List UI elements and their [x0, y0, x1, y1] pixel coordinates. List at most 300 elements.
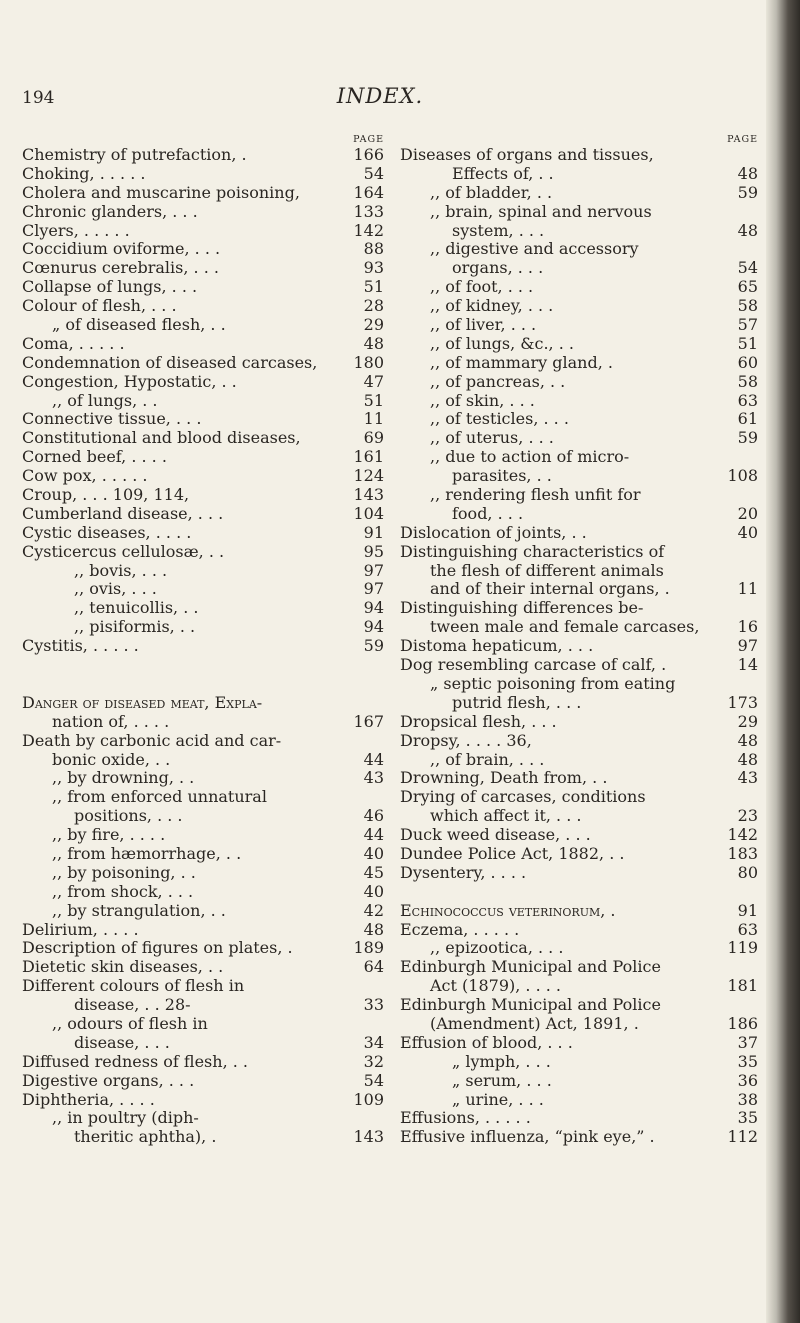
- index-entry: [22, 259, 384, 278]
- entry-page: 48: [363, 919, 384, 939]
- entry-text: ,, by poisoning, . .: [52, 862, 196, 882]
- entry-text: disease, . . 28-: [74, 995, 191, 1015]
- index-entry: [400, 429, 758, 448]
- page-column-label: PAGE: [353, 134, 384, 145]
- index-entry: [400, 1015, 758, 1034]
- entry-page: 186: [727, 1013, 758, 1033]
- index-entry: [400, 222, 758, 241]
- entry-page: 173: [727, 692, 758, 712]
- index-entry: [22, 297, 384, 316]
- index-entry: [400, 524, 758, 543]
- index-entry: [400, 694, 758, 713]
- index-entry: [400, 184, 758, 203]
- entry-text: Congestion, Hypostatic, . .: [22, 371, 237, 391]
- entry-text: Effusions, . . . . .: [400, 1108, 531, 1128]
- entry-page: 28: [363, 296, 384, 316]
- entry-text: Croup, . . . 109, 114,: [22, 485, 190, 505]
- entry-page: 46: [363, 806, 384, 826]
- entry-text: Death by carbonic acid and car-: [22, 730, 282, 750]
- index-entry: [22, 883, 384, 902]
- index-entry: [400, 732, 758, 751]
- entry-text: Coma, . . . . .: [22, 333, 125, 353]
- entry-page: 58: [737, 371, 758, 391]
- entry-page: 47: [363, 371, 384, 391]
- entry-text: disease, . . .: [74, 1032, 170, 1052]
- entry-text: Coccidium oviforme, . . .: [22, 239, 221, 259]
- index-entry: [22, 618, 384, 637]
- entry-text: ,, epizootica, . . .: [430, 938, 564, 958]
- entry-page: 11: [363, 409, 384, 429]
- entry-text: Edinburgh Municipal and Police: [400, 957, 661, 977]
- index-entry: [22, 864, 384, 883]
- entry-page: 143: [353, 1127, 384, 1147]
- entry-text: food, . . .: [452, 503, 524, 523]
- entry-page: 36: [737, 1070, 758, 1090]
- entry-text: Eczema, . . . . .: [400, 919, 520, 939]
- entry-text: Corned beef, . . . .: [22, 447, 167, 467]
- entry-page: 58: [737, 296, 758, 316]
- index-entry: [22, 769, 384, 788]
- index-entry: [22, 146, 384, 165]
- entry-page: 180: [353, 352, 384, 372]
- index-entry: [400, 203, 758, 222]
- entry-page: 43: [363, 768, 384, 788]
- page-column-label: PAGE: [727, 134, 758, 145]
- entry-text: ,, from hæmorrhage, . .: [52, 843, 242, 863]
- entry-page: 69: [363, 428, 384, 448]
- entry-page: 94: [363, 598, 384, 618]
- entry-page: 59: [737, 428, 758, 448]
- index-entry: [22, 807, 384, 826]
- entry-text: Act (1879), . . . .: [430, 976, 562, 996]
- entry-text: ,, rendering flesh unfit for: [430, 485, 641, 505]
- running-title: INDEX.: [336, 84, 424, 108]
- index-entry: [22, 637, 384, 656]
- index-entry: [22, 694, 384, 713]
- entry-text: ,, of bladder, . .: [430, 182, 553, 202]
- entry-text: Digestive organs, . . .: [22, 1070, 195, 1090]
- entry-text: positions, . . .: [74, 806, 183, 826]
- entry-text: Chemistry of putrefaction, .: [22, 145, 247, 164]
- index-entry: [22, 240, 384, 259]
- index-entry: [22, 902, 384, 921]
- entry-text: Diffused redness of flesh, . .: [22, 1051, 248, 1071]
- entry-text: „ serum, . . .: [452, 1070, 552, 1090]
- index-entry: [400, 373, 758, 392]
- entry-text: ,, pisiformis, . .: [74, 617, 196, 637]
- entry-text: ,, of lungs, &c., . .: [430, 333, 574, 353]
- entry-page: 59: [363, 636, 384, 656]
- index-entry: [400, 448, 758, 467]
- entry-text: Dundee Police Act, 1882, . .: [400, 843, 625, 863]
- page-binding-edge: [766, 0, 800, 1323]
- entry-page: 54: [363, 163, 384, 183]
- entry-page: 164: [353, 182, 384, 202]
- entry-page: 51: [363, 277, 384, 297]
- entry-page: 64: [363, 957, 384, 977]
- entry-text: Edinburgh Municipal and Police: [400, 995, 661, 1015]
- entry-page: 42: [363, 900, 384, 920]
- entry-text: ,, digestive and accessory: [430, 239, 639, 259]
- index-entry: [22, 580, 384, 599]
- index-entry: [22, 1015, 384, 1034]
- entry-text: ,, of pancreas, . .: [430, 371, 566, 391]
- entry-page: 54: [737, 258, 758, 278]
- index-entry: [400, 410, 758, 429]
- entry-text: Dropsy, . . . . 36,: [400, 730, 532, 750]
- index-entry: [400, 845, 758, 864]
- index-entry: [400, 335, 758, 354]
- index-entry: [400, 259, 758, 278]
- entry-page: 95: [363, 541, 384, 561]
- index-entry: [400, 1072, 758, 1091]
- index-entry: [22, 524, 384, 543]
- entry-text: Colour of flesh, . . .: [22, 296, 177, 316]
- entry-page: 40: [363, 881, 384, 901]
- index-entry: [22, 505, 384, 524]
- index-entry: [22, 278, 384, 297]
- index-entry: [22, 1053, 384, 1072]
- spacer: [400, 883, 758, 902]
- index-entry: [22, 713, 384, 732]
- entry-page: 59: [737, 182, 758, 202]
- entry-page: 23: [737, 806, 758, 826]
- index-entry: [22, 845, 384, 864]
- index-entry: [400, 1128, 758, 1147]
- index-entry: [400, 146, 758, 165]
- entry-text: Cœnurus cerebralis, . . .: [22, 258, 219, 278]
- entry-page: 124: [353, 466, 384, 486]
- index-entry: [400, 354, 758, 373]
- entry-page: 35: [737, 1108, 758, 1128]
- entry-text: ,, of lungs, . .: [52, 390, 158, 410]
- index-entry: [400, 807, 758, 826]
- entry-text: ,, due to action of micro-: [430, 447, 630, 467]
- entry-text: Dog resembling carcase of calf, .: [400, 655, 667, 675]
- index-entry: [22, 222, 384, 241]
- entry-page: 112: [727, 1127, 758, 1147]
- entry-text: ,, of mammary gland, .: [430, 352, 613, 372]
- entry-text: ,, in poultry (diph-: [52, 1108, 199, 1128]
- index-entry: [400, 1091, 758, 1110]
- entry-text: Effusion of blood, . . .: [400, 1032, 573, 1052]
- index-entry: [400, 921, 758, 940]
- index-entry: [22, 958, 384, 977]
- entry-page: 167: [353, 711, 384, 731]
- entry-text: theritic aphtha), .: [74, 1127, 217, 1147]
- spacer: [22, 656, 384, 675]
- entry-page: 29: [737, 711, 758, 731]
- entry-page: 142: [727, 825, 758, 845]
- entry-page: 166: [353, 145, 384, 164]
- entry-text: Drying of carcases, conditions: [400, 787, 646, 807]
- index-entry: [400, 165, 758, 184]
- entry-text: the flesh of different animals: [430, 560, 664, 580]
- index-entry: [22, 335, 384, 354]
- index-entry: [22, 751, 384, 770]
- entry-text: and of their internal organs, .: [430, 579, 670, 599]
- entry-text: „ of diseased flesh, . .: [52, 315, 226, 335]
- entry-page: 93: [363, 258, 384, 278]
- entry-text: which affect it, . . .: [430, 806, 582, 826]
- entry-page: 48: [737, 220, 758, 240]
- entry-text: „ lymph, . . .: [452, 1051, 551, 1071]
- entry-text: Different colours of flesh in: [22, 976, 245, 996]
- entry-text: Echinococcus veterinorum, .: [400, 900, 616, 920]
- entry-text: Effusive influenza, “pink eye,” .: [400, 1127, 655, 1147]
- index-column-right: [400, 133, 758, 1147]
- entry-text: ,, from enforced unnatural: [52, 787, 267, 807]
- entry-text: organs, . . .: [452, 258, 544, 278]
- entry-page: 11: [737, 579, 758, 599]
- entry-text: Dislocation of joints, . .: [400, 522, 587, 542]
- entry-page: 63: [737, 919, 758, 939]
- entry-page: 16: [737, 617, 758, 637]
- entry-text: Cystic diseases, . . . .: [22, 522, 192, 542]
- entry-text: Chronic glanders, . . .: [22, 201, 198, 221]
- index-entry: [22, 599, 384, 618]
- index-entry: [22, 1091, 384, 1110]
- entry-page: 48: [737, 749, 758, 769]
- entry-page: 54: [363, 1070, 384, 1090]
- entry-text: tween male and female carcases,: [430, 617, 700, 637]
- entry-page: 33: [363, 995, 384, 1015]
- spacer: [22, 675, 384, 694]
- index-entry: [22, 184, 384, 203]
- entry-page: 43: [737, 768, 758, 788]
- index-entry: [22, 410, 384, 429]
- entry-text: ,, of brain, . . .: [430, 749, 545, 769]
- entry-page: 51: [363, 390, 384, 410]
- page-number: 194: [22, 88, 55, 108]
- entry-text: Choking, . . . . .: [22, 163, 146, 183]
- index-entry: [22, 562, 384, 581]
- index-entry: [400, 618, 758, 637]
- entry-text: Connective tissue, . . .: [22, 409, 202, 429]
- index-entry: [22, 921, 384, 940]
- entry-page: 63: [737, 390, 758, 410]
- entry-page: 80: [737, 862, 758, 882]
- entry-text: ,, brain, spinal and nervous: [430, 201, 652, 221]
- entry-page: 48: [737, 163, 758, 183]
- index-entry: [400, 1109, 758, 1128]
- index-entry: [400, 392, 758, 411]
- index-entry: [400, 562, 758, 581]
- entry-text: „ septic poisoning from eating: [430, 673, 676, 693]
- entry-page: 45: [363, 862, 384, 882]
- entry-page: 48: [363, 333, 384, 353]
- entry-page: 104: [353, 503, 384, 523]
- entry-page: 44: [363, 825, 384, 845]
- entry-page: 181: [727, 976, 758, 996]
- index-entry: [22, 732, 384, 751]
- entry-text: Dropsical flesh, . . .: [400, 711, 557, 731]
- entry-text: Diseases of organs and tissues,: [400, 145, 654, 164]
- index-entry: [400, 1034, 758, 1053]
- index-entry: [22, 486, 384, 505]
- index-column-left: [22, 133, 384, 1147]
- entry-text: ,, bovis, . . .: [74, 560, 168, 580]
- entry-page: 35: [737, 1051, 758, 1071]
- index-entry: [400, 316, 758, 335]
- index-entry: [22, 373, 384, 392]
- index-entry: [400, 826, 758, 845]
- entry-page: 38: [737, 1089, 758, 1109]
- entry-page: 60: [737, 352, 758, 372]
- entry-text: Duck weed disease, . . .: [400, 825, 591, 845]
- entry-page: 133: [353, 201, 384, 221]
- entry-text: ,, of kidney, . . .: [430, 296, 554, 316]
- entry-text: ,, from shock, . . .: [52, 881, 194, 901]
- entry-text: putrid flesh, . . .: [452, 692, 582, 712]
- entry-text: ,, of liver, . . .: [430, 315, 537, 335]
- entry-text: bonic oxide, . .: [52, 749, 171, 769]
- index-entry: [22, 165, 384, 184]
- entry-page: 97: [737, 636, 758, 656]
- index-entry: [22, 354, 384, 373]
- entry-text: ,, of uterus, . . .: [430, 428, 554, 448]
- index-entry: [400, 637, 758, 656]
- entry-text: Cystitis, . . . . .: [22, 636, 139, 656]
- index-entry: [400, 902, 758, 921]
- entry-text: ,, ovis, . . .: [74, 579, 157, 599]
- index-entry: [400, 996, 758, 1015]
- index-entry: [400, 713, 758, 732]
- entry-text: Description of figures on plates, .: [22, 938, 293, 958]
- index-entry: [400, 599, 758, 618]
- index-entry: [22, 543, 384, 562]
- entry-page: 51: [737, 333, 758, 353]
- index-entry: [22, 939, 384, 958]
- entry-page: 57: [737, 315, 758, 335]
- entry-text: Cholera and muscarine poisoning,: [22, 182, 300, 202]
- index-entry: [400, 958, 758, 977]
- entry-page: 189: [353, 938, 384, 958]
- entry-page: 119: [727, 938, 758, 958]
- entry-page: 40: [363, 843, 384, 863]
- index-entry: [400, 675, 758, 694]
- entry-page: 94: [363, 617, 384, 637]
- entry-text: ,, by strangulation, . .: [52, 900, 226, 920]
- entry-text: Dysentery, . . . .: [400, 862, 527, 882]
- index-entry: [22, 1034, 384, 1053]
- index-entry: [22, 1109, 384, 1128]
- index-entry: [400, 751, 758, 770]
- index-entry: [22, 1128, 384, 1147]
- index-entry: [22, 316, 384, 335]
- index-entry: [400, 240, 758, 259]
- entry-page: 44: [363, 749, 384, 769]
- entry-text: Condemnation of diseased carcases,: [22, 352, 318, 372]
- entry-page: 91: [737, 900, 758, 920]
- entry-text: Cumberland disease, . . .: [22, 503, 224, 523]
- index-entry: [22, 392, 384, 411]
- entry-page: 161: [353, 447, 384, 467]
- entry-text: ,, odours of flesh in: [52, 1013, 208, 1033]
- index-entry: [400, 769, 758, 788]
- entry-page: 32: [363, 1051, 384, 1071]
- entry-page: 40: [737, 522, 758, 542]
- entry-page: 29: [363, 315, 384, 335]
- index-entry: [400, 864, 758, 883]
- entry-text: nation of, . . . .: [52, 711, 170, 731]
- index-entry: [22, 826, 384, 845]
- index-entry: [22, 429, 384, 448]
- entry-page: 37: [737, 1032, 758, 1052]
- entry-page: 108: [727, 466, 758, 486]
- index-entry: [400, 505, 758, 524]
- entry-text: Cysticercus cellulosæ, . .: [22, 541, 225, 561]
- index-entry: [400, 939, 758, 958]
- index-entry: [22, 467, 384, 486]
- entry-text: ,, by fire, . . . .: [52, 825, 166, 845]
- entry-text: Clyers, . . . . .: [22, 220, 130, 240]
- entry-text: Diphtheria, . . . .: [22, 1089, 155, 1109]
- entry-page: 61: [737, 409, 758, 429]
- entry-page: 34: [363, 1032, 384, 1052]
- entry-text: Cow pox, . . . . .: [22, 466, 148, 486]
- entry-page: 88: [363, 239, 384, 259]
- index-entry: [22, 203, 384, 222]
- index-entry: [400, 1053, 758, 1072]
- entry-text: Drowning, Death from, . .: [400, 768, 608, 788]
- entry-text: ,, by drowning, . .: [52, 768, 195, 788]
- entry-text: Distoma hepaticum, . . .: [400, 636, 594, 656]
- entry-text: Distinguishing characteristics of: [400, 541, 665, 561]
- entry-text: ,, of testicles, . . .: [430, 409, 569, 429]
- entry-page: 109: [353, 1089, 384, 1109]
- entry-text: (Amendment) Act, 1891, .: [430, 1013, 639, 1033]
- entry-text: ,, of skin, . . .: [430, 390, 535, 410]
- entry-page: 97: [363, 579, 384, 599]
- entry-page: 142: [353, 220, 384, 240]
- index-entry: [400, 788, 758, 807]
- index-entry: [22, 788, 384, 807]
- index-entry: [400, 656, 758, 675]
- index-entry: [400, 297, 758, 316]
- entry-page: 20: [737, 503, 758, 523]
- entry-page: 183: [727, 843, 758, 863]
- entry-text: Dietetic skin diseases, . .: [22, 957, 224, 977]
- entry-page: 91: [363, 522, 384, 542]
- entry-text: Constitutional and blood diseases,: [22, 428, 301, 448]
- index-entry: [400, 467, 758, 486]
- index-entry: [22, 448, 384, 467]
- entry-page: 14: [737, 655, 758, 675]
- entry-text: „ urine, . . .: [452, 1089, 544, 1109]
- index-entry: [400, 580, 758, 599]
- entry-text: parasites, . .: [452, 466, 552, 486]
- entry-text: ,, of foot, . . .: [430, 277, 534, 297]
- entry-page: 48: [737, 730, 758, 750]
- entry-text: Collapse of lungs, . . .: [22, 277, 198, 297]
- entry-text: Danger of diseased meat, Expla-: [22, 692, 263, 712]
- index-entry: [400, 977, 758, 996]
- entry-text: Effects of, . .: [452, 163, 554, 183]
- index-entry: [400, 278, 758, 297]
- index-entry: [400, 543, 758, 562]
- index-entry: [22, 1072, 384, 1091]
- entry-page: 65: [737, 277, 758, 297]
- entry-text: Distinguishing differences be-: [400, 598, 644, 618]
- index-entry: [22, 996, 384, 1015]
- entry-text: system, . . .: [452, 220, 545, 240]
- entry-text: ,, tenuicollis, . .: [74, 598, 199, 618]
- index-entry: [400, 486, 758, 505]
- index-entry: [22, 977, 384, 996]
- entry-text: Delirium, . . . .: [22, 919, 139, 939]
- entry-page: 143: [353, 485, 384, 505]
